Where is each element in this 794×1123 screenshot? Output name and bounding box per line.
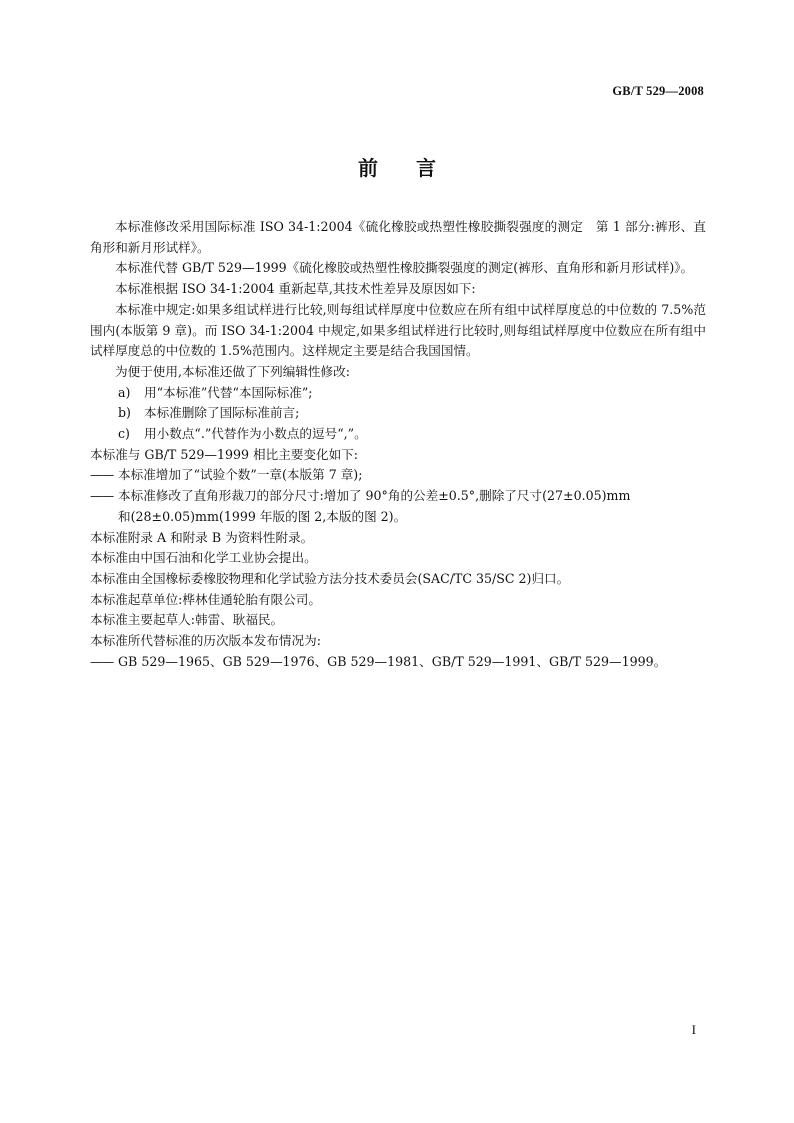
paragraph-committee: 本标准由全国橡标委橡胶物理和化学试验方法分技术委员会(SAC/TC 35/SC 2)归口。 (90, 570, 570, 586)
change-item-text: 本标准增加了“试验个数”一章(本版第 7 章); (118, 467, 363, 483)
list-item-text: 用“本标准”代替“本国际标准”; (144, 384, 313, 400)
list-item-text: 本标准删除了国际标准前言; (144, 405, 300, 421)
list-item-marker: a) (118, 384, 131, 400)
list-item-text: 用小数点“.”代替作为小数点的逗号“,”。 (144, 426, 367, 442)
title-char-1: 前 (358, 156, 378, 180)
history-text: GB 529—1965、GB 529—1976、GB 529—1981、GB/T 529—1991、GB/T 529—1999。 (118, 653, 667, 669)
paragraph-appendix: 本标准附录 A 和附录 B 为资料性附录。 (90, 529, 314, 545)
change-item (90, 465, 706, 486)
list-item (90, 424, 706, 445)
paragraph-history-intro: 本标准所代替标准的历次版本发布情况为: (90, 633, 321, 649)
dash-marker: —— (90, 488, 114, 504)
change-item (90, 486, 706, 507)
page-number: I (691, 1022, 696, 1037)
dash-marker: —— (90, 653, 114, 669)
paragraph-drafters: 本标准主要起草人:韩雷、耿福民。 (90, 612, 284, 628)
change-item-text: 本标准修改了直角形裁刀的部分尺寸:增加了 90°角的公差±0.5°,删除了尺寸(27±0.05)mm (118, 488, 631, 504)
paragraph-proposer: 本标准由中国石油和化学工业协会提出。 (90, 550, 317, 566)
history-item (90, 652, 706, 673)
paragraph-drafting-unit: 本标准起草单位:桦林佳通轮胎有限公司。 (90, 591, 321, 607)
list-item (90, 403, 706, 424)
foreword-body (90, 217, 706, 672)
change-item-continuation: 和(28±0.05)mm(1999 年版的图 2,本版的图 2)。 (118, 508, 407, 524)
paragraph-adoption: 本标准修改采用国际标准 ISO 34-1:2004《硫化橡胶或热塑性橡胶撕裂强度的测定 第 1 部分:裤形、直角形和新月形试样》。 (90, 219, 706, 255)
paragraph-technical-difference: 本标准中规定:如果多组试样进行比较,则每组试样厚度中位数应在所有组中试样厚度总的中位数的 7.5%范围内(本版第 9 章)。而 ISO 34-1:2004 中规定,如果多组试样进行比较时,则每组试样厚度中位数应在所有组中试样厚度总的中位数的 1.5%范围内。这样规定主要是结合我国国情。 (90, 301, 706, 359)
title-char-2: 言 (416, 156, 436, 180)
changes-intro: 本标准与 GB/T 529—1999 相比主要变化如下: (90, 446, 359, 462)
page-title (0, 152, 794, 181)
paragraph-drafting-basis: 本标准根据 ISO 34-1:2004 重新起草,其技术性差异及原因如下: (115, 281, 476, 297)
paragraph-editorial-intro: 为便于使用,本标准还做了下列编辑性修改: (115, 363, 350, 379)
standard-code: GB/T 529—2008 (612, 84, 704, 98)
list-item (90, 383, 706, 404)
list-item-marker: b) (118, 405, 131, 421)
paragraph-replacement: 本标准代替 GB/T 529—1999《硫化橡胶或热塑性橡胶撕裂强度的测定(裤形、直角形和新月形试样)》。 (115, 260, 694, 276)
dash-marker: —— (90, 467, 114, 483)
list-item-marker: c) (118, 426, 130, 442)
